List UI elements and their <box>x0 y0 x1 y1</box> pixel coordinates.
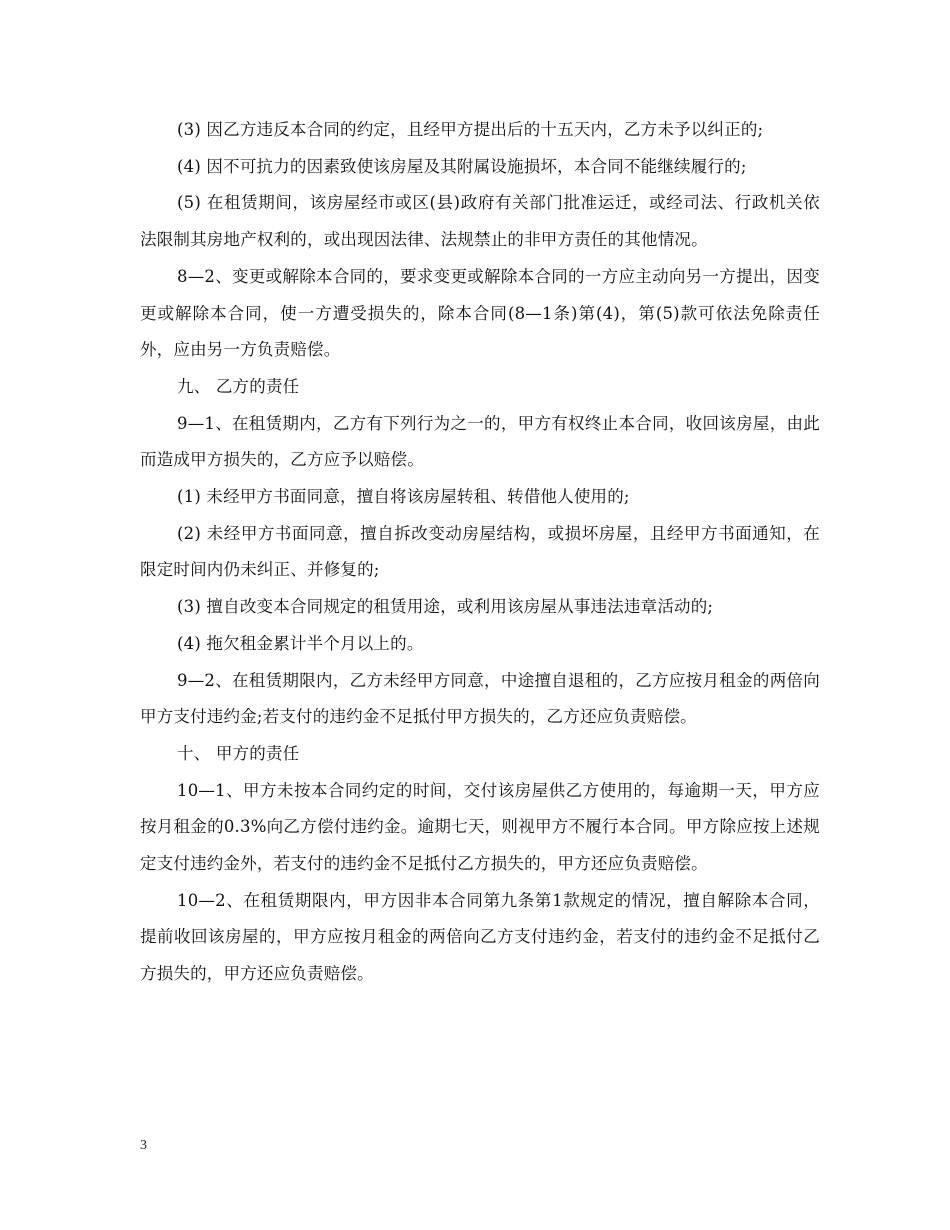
clause-8-2: 8—2、变更或解除本合同的，要求变更或解除本合同的一方应主动向另一方提出，因变更或解除本合同，使一方遭受损失的，除本合同(8—1条)第(4)，第(5)款可依法免除责任外，应由另一方负责赔偿。 <box>140 266 820 360</box>
section-heading-10: 十、 甲方的责任 <box>177 743 300 763</box>
clause-9-1-item-4: (4) 拖欠租金累计半个月以上的。 <box>177 633 424 653</box>
clause-8-1-item-3: (3) 因乙方违反本合同的约定，且经甲方提出后的十五天内，乙方未予以纠正的; <box>177 120 764 139</box>
clause-10-2: 10—2、在租赁期限内，甲方因非本合同第九条第1款规定的情况，擅自解除本合同，提前收回该房屋的，甲方应按月租金的两倍向乙方支付违约金，若支付的违约金不足抵付乙方损失的，甲方还应负责赔偿。 <box>140 890 820 984</box>
clause-10-1: 10—1、甲方未按本合同约定的时间，交付该房屋供乙方使用的，每逾期一天，甲方应按月租金的0.3%向乙方偿付违约金。逾期七天，则视甲方不履行本合同。甲方除应按上述规定支付违约金外，若支付的违约金不足抵付乙方损失的，甲方还应负责赔偿。 <box>140 780 820 874</box>
clause-8-1-item-4: (4) 因不可抗力的因素致使该房屋及其附属设施损坏，本合同不能继续履行的; <box>177 156 747 176</box>
section-heading-9: 九、 乙方的责任 <box>177 376 300 396</box>
clause-8-1-item-5: (5) 在租赁期间，该房屋经市或区(县)政府有关部门批准运迁，或经司法、行政机关依法限制其房地产权利的，或出现因法律、法规禁止的非甲方责任的其他情况。 <box>140 193 820 250</box>
clause-9-1-item-3: (3) 擅自改变本合同规定的租赁用途，或利用该房屋从事违法违章活动的; <box>177 597 714 617</box>
page-number: 3 <box>140 1138 147 1153</box>
document-body <box>140 112 820 993</box>
clause-9-1-item-1: (1) 未经甲方书面同意，擅自将该房屋转租、转借他人使用的; <box>177 487 630 507</box>
clause-9-1: 9—1、在租赁期内，乙方有下列行为之一的，甲方有权终止本合同，收回该房屋，由此而造成甲方损失的，乙方应予以赔偿。 <box>140 413 820 470</box>
clause-9-1-item-2: (2) 未经甲方书面同意，擅自拆改变动房屋结构，或损坏房屋，且经甲方书面通知，在限定时间内仍未纠正、并修复的; <box>140 523 820 580</box>
clause-9-2: 9—2、在租赁期限内，乙方未经甲方同意，中途擅自退租的，乙方应按月租金的两倍向甲方支付违约金;若支付的违约金不足抵付甲方损失的，乙方还应负责赔偿。 <box>140 670 820 727</box>
